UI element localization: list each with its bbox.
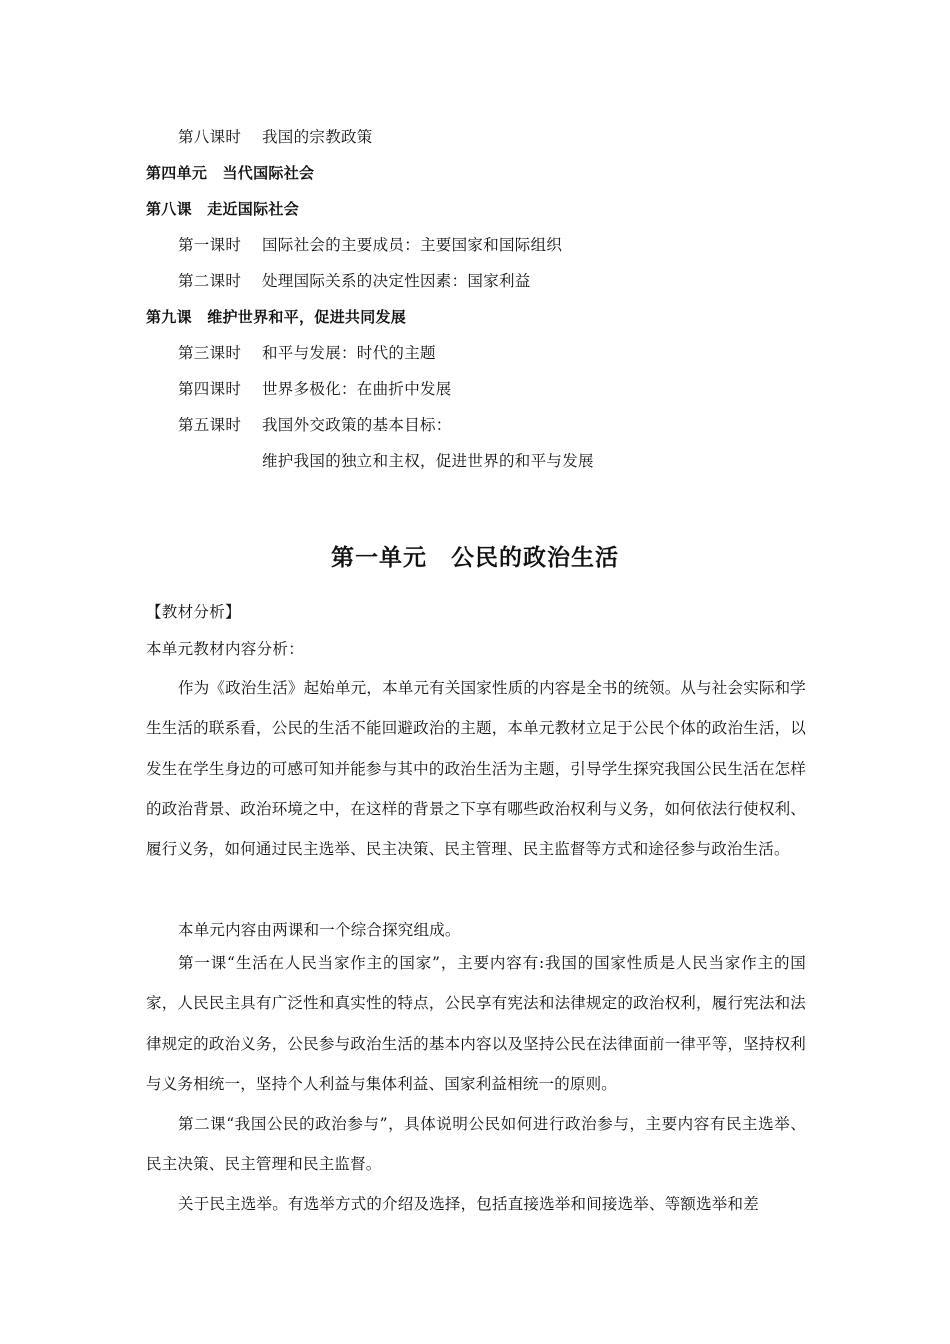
- toc-period-text: 我国外交政策的基本目标：: [262, 416, 452, 434]
- toc-item-religion-policy: [178, 127, 373, 147]
- body-paragraph: 作为《政治生活》起始单元，本单元有关国家性质的内容是全书的统领。从与社会实际和学生生活的联系看，公民的生活不能回避政治的主题，本单元教材立足于公民个体的政治生活，以发生在学生身边的可感可知并能参与其中的政治生活为主题，引导学生探究我国公民生活在怎样的政治背景、政治环境之中，在这样的背景之下享有哪些政治权利与义务，如何依法行使权利、履行义务，如何通过民主选举、民主决策、民主管理、民主监督等方式和途径参与政治生活。: [146, 679, 807, 859]
- unit-title: 第一单元 公民的政治生活: [331, 545, 619, 571]
- toc-unit4-heading: 第四单元 当代国际社会: [146, 164, 315, 182]
- toc-period-label: 第四课时: [178, 380, 242, 398]
- toc-period-text: 处理国际关系的决定性因素：国家利益: [262, 272, 531, 290]
- toc-period-text: 和平与发展：时代的主题: [262, 344, 436, 362]
- toc-item-period5: [178, 415, 452, 435]
- toc-period-label: 第三课时: [178, 344, 242, 362]
- toc-period-label: 第一课时: [178, 236, 242, 254]
- toc-item-period5-continuation: 维护我国的独立和主权，促进世界的和平与发展: [262, 452, 594, 470]
- toc-item-period2: [178, 271, 531, 291]
- toc-item-period1: [178, 235, 562, 255]
- body-paragraph: 第二课“我国公民的政治参与”，具体说明公民如何进行政治参与，主要内容有民主选举、民主决策、民主管理和民主监督。: [146, 1115, 806, 1174]
- toc-period-label: 第八课时: [178, 128, 242, 146]
- toc-period-text: 我国的宗教政策: [262, 128, 373, 146]
- section-label: 【教材分析】: [146, 603, 241, 621]
- toc-period-label: 第二课时: [178, 272, 242, 290]
- body-paragraph: 第一课“生活在人民当家作主的国家”，主要内容有:我国的国家性质是人民当家作主的国家，人民民主具有广泛性和真实性的特点，公民享有宪法和法律规定的政治权利，履行宪法和法律规定的政治义务，公民参与政治生活的基本内容以及坚持公民在法律面前一律平等，坚持权利与义务相统一，坚持个人利益与集体利益、国家利益相统一的原则。: [146, 954, 806, 1093]
- body-paragraph: 本单元内容由两课和一个综合探究组成。: [178, 921, 461, 939]
- section-subheading: 本单元教材内容分析：: [146, 640, 305, 658]
- toc-period-text: 国际社会的主要成员：主要国家和国际组织: [262, 236, 563, 254]
- toc-period-text: 世界多极化：在曲折中发展: [262, 380, 452, 398]
- toc-lesson8-heading: 第八课 走近国际社会: [146, 200, 300, 218]
- toc-item-period3: [178, 343, 436, 363]
- toc-lesson9-heading: 第九课 维护世界和平，促进共同发展: [146, 308, 407, 326]
- body-paragraph: 关于民主选举。有选举方式的介绍及选择，包括直接选举和间接选举、等额选举和差: [178, 1195, 759, 1213]
- toc-period-label: 第五课时: [178, 416, 242, 434]
- toc-item-period4: [178, 379, 452, 399]
